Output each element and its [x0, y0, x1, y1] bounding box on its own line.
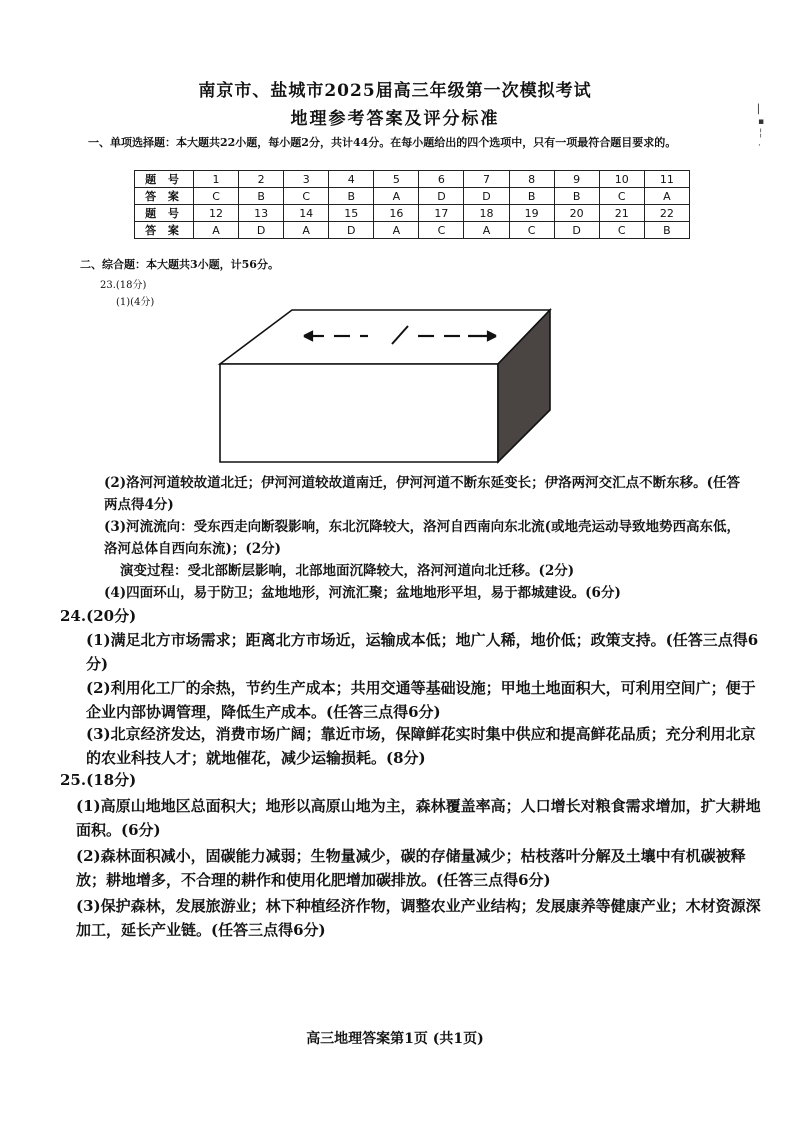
answer-cell: D [554, 222, 599, 239]
question-number: 20 [554, 205, 599, 222]
answer-cell: B [239, 188, 284, 205]
question-number: 8 [509, 171, 554, 188]
q24-answer-3: (3)北京经济发达，消费市场广阔；靠近市场，保障鲜花实时集中供应和提高鲜花品质；充分利用北京的农业科技人才；就地催花，减少运输损耗。(8分) [86, 725, 756, 767]
answer-cell: A [464, 222, 509, 239]
block-top-face [220, 310, 550, 364]
section1-heading: 一、单项选择题：本大题共22小题，每小题2分，共计44分。在每小题给出的四个选项中，只有一项最符合题目要求的。 [88, 136, 677, 149]
answer-cell: A [374, 188, 419, 205]
answer-cell: A [284, 222, 329, 239]
table-row-answers-2 [135, 222, 690, 239]
answer-cell: A [194, 222, 239, 239]
section2-heading: 二、综合题：本大题共3小题，计56分。 [80, 258, 279, 271]
question-number: 2 [239, 171, 284, 188]
question-number: 4 [329, 171, 374, 188]
question-number: 18 [464, 205, 509, 222]
question-number: 12 [194, 205, 239, 222]
q24-answer-2: (2)利用化工厂的余热，节约生产成本；共用交通等基础设施；甲地土地面积大，可利用空间广；便于企业内部协调管理，降低生产成本。(任答三点得6分) [86, 679, 756, 721]
question-number: 10 [599, 171, 644, 188]
answer-cell: D [464, 188, 509, 205]
answer-cell: B [509, 188, 554, 205]
row-label-answer: 答 案 [135, 222, 194, 239]
q23-sub1-label: (1)(4分) [116, 297, 155, 308]
answer-cell: B [644, 222, 689, 239]
q24-label: 24.(20分) [60, 607, 137, 625]
answer-cell: D [239, 222, 284, 239]
answer-cell: C [419, 222, 464, 239]
q23-answer-3b: 演变过程：受北部断层影响，北部地面沉降较大，洛河河道向北迁移。(2分) [120, 563, 575, 579]
answer-cell: B [554, 188, 599, 205]
table-row-numbers-1 [135, 171, 690, 188]
question-number: 19 [509, 205, 554, 222]
question-number: 17 [419, 205, 464, 222]
question-number: 5 [374, 171, 419, 188]
question-number: 9 [554, 171, 599, 188]
question-number: 13 [239, 205, 284, 222]
margin-scan-marks: ▏ ▪ ╎ · [758, 105, 765, 151]
q25-answer-1: (1)高原山地地区总面积大；地形以高原山地为主，森林覆盖率高；人口增长对粮食需求增加，扩大耕地面积。(6分) [76, 797, 761, 839]
page-footer: 高三地理答案第1页 (共1页) [306, 1031, 484, 1047]
answer-cell: B [329, 188, 374, 205]
table-row-numbers-2 [135, 205, 690, 222]
answer-cell: C [194, 188, 239, 205]
question-number: 16 [374, 205, 419, 222]
answer-cell: A [374, 222, 419, 239]
answer-cell: D [329, 222, 374, 239]
question-number: 22 [644, 205, 689, 222]
answer-cell: C [599, 188, 644, 205]
question-number: 3 [284, 171, 329, 188]
fault-block-diagram [212, 306, 552, 466]
row-label-number: 题 号 [135, 205, 194, 222]
exam-title: 南京市、盐城市2025届高三年级第一次模拟考试 [198, 81, 592, 101]
q25-answer-3: (3)保护森林，发展旅游业；林下种植经济作物，调整农业产业结构；发展康养等健康产业；木材资源深加工，延长产业链。(任答三点得6分) [76, 897, 761, 939]
question-number: 6 [419, 171, 464, 188]
answer-cell: C [284, 188, 329, 205]
q23-answer-4: (4)四面环山，易于防卫；盆地地形，河流汇聚；盆地地形平坦，易于都城建设。(6分) [104, 585, 621, 601]
q23-answer-2: (2)洛河河道较故道北迁；伊河河道较故道南迁，伊河河道不断东延变长；伊洛两河交汇点不断东移。(任答两点得4分) [104, 475, 741, 513]
question-number: 14 [284, 205, 329, 222]
q23-label: 23.(18分) [100, 280, 147, 291]
q23-answer-3a: (3)河流流向：受东西走向断裂影响，东北沉降较大，洛河自西南向东北流(或地壳运动导致地势西高东低，洛河总体自西向东流)；(2分) [104, 519, 741, 557]
q25-answer-2: (2)森林面积减小，固碳能力减弱；生物量减少，碳的存储量减少；枯枝落叶分解及土壤中有机碳被释放；耕地增多，不合理的耕作和使用化肥增加碳排放。(任答三点得6分) [76, 847, 746, 889]
multiple-choice-answer-table [134, 170, 690, 239]
question-number: 11 [644, 171, 689, 188]
row-label-answer: 答 案 [135, 188, 194, 205]
answer-cell: A [644, 188, 689, 205]
question-number: 1 [194, 171, 239, 188]
table-row-answers-1 [135, 188, 690, 205]
question-number: 21 [599, 205, 644, 222]
block-front-face [220, 364, 498, 462]
row-label-number: 题 号 [135, 171, 194, 188]
question-number: 7 [464, 171, 509, 188]
q25-label: 25.(18分) [60, 771, 137, 789]
answer-cell: D [419, 188, 464, 205]
answer-cell: C [509, 222, 554, 239]
answer-cell: C [599, 222, 644, 239]
question-number: 15 [329, 205, 374, 222]
answer-key-title: 地理参考答案及评分标准 [290, 109, 500, 129]
q24-answer-1: (1)满足北方市场需求；距离北方市场近，运输成本低；地广人稀，地价低；政策支持。(任答三点得6分) [86, 631, 759, 673]
